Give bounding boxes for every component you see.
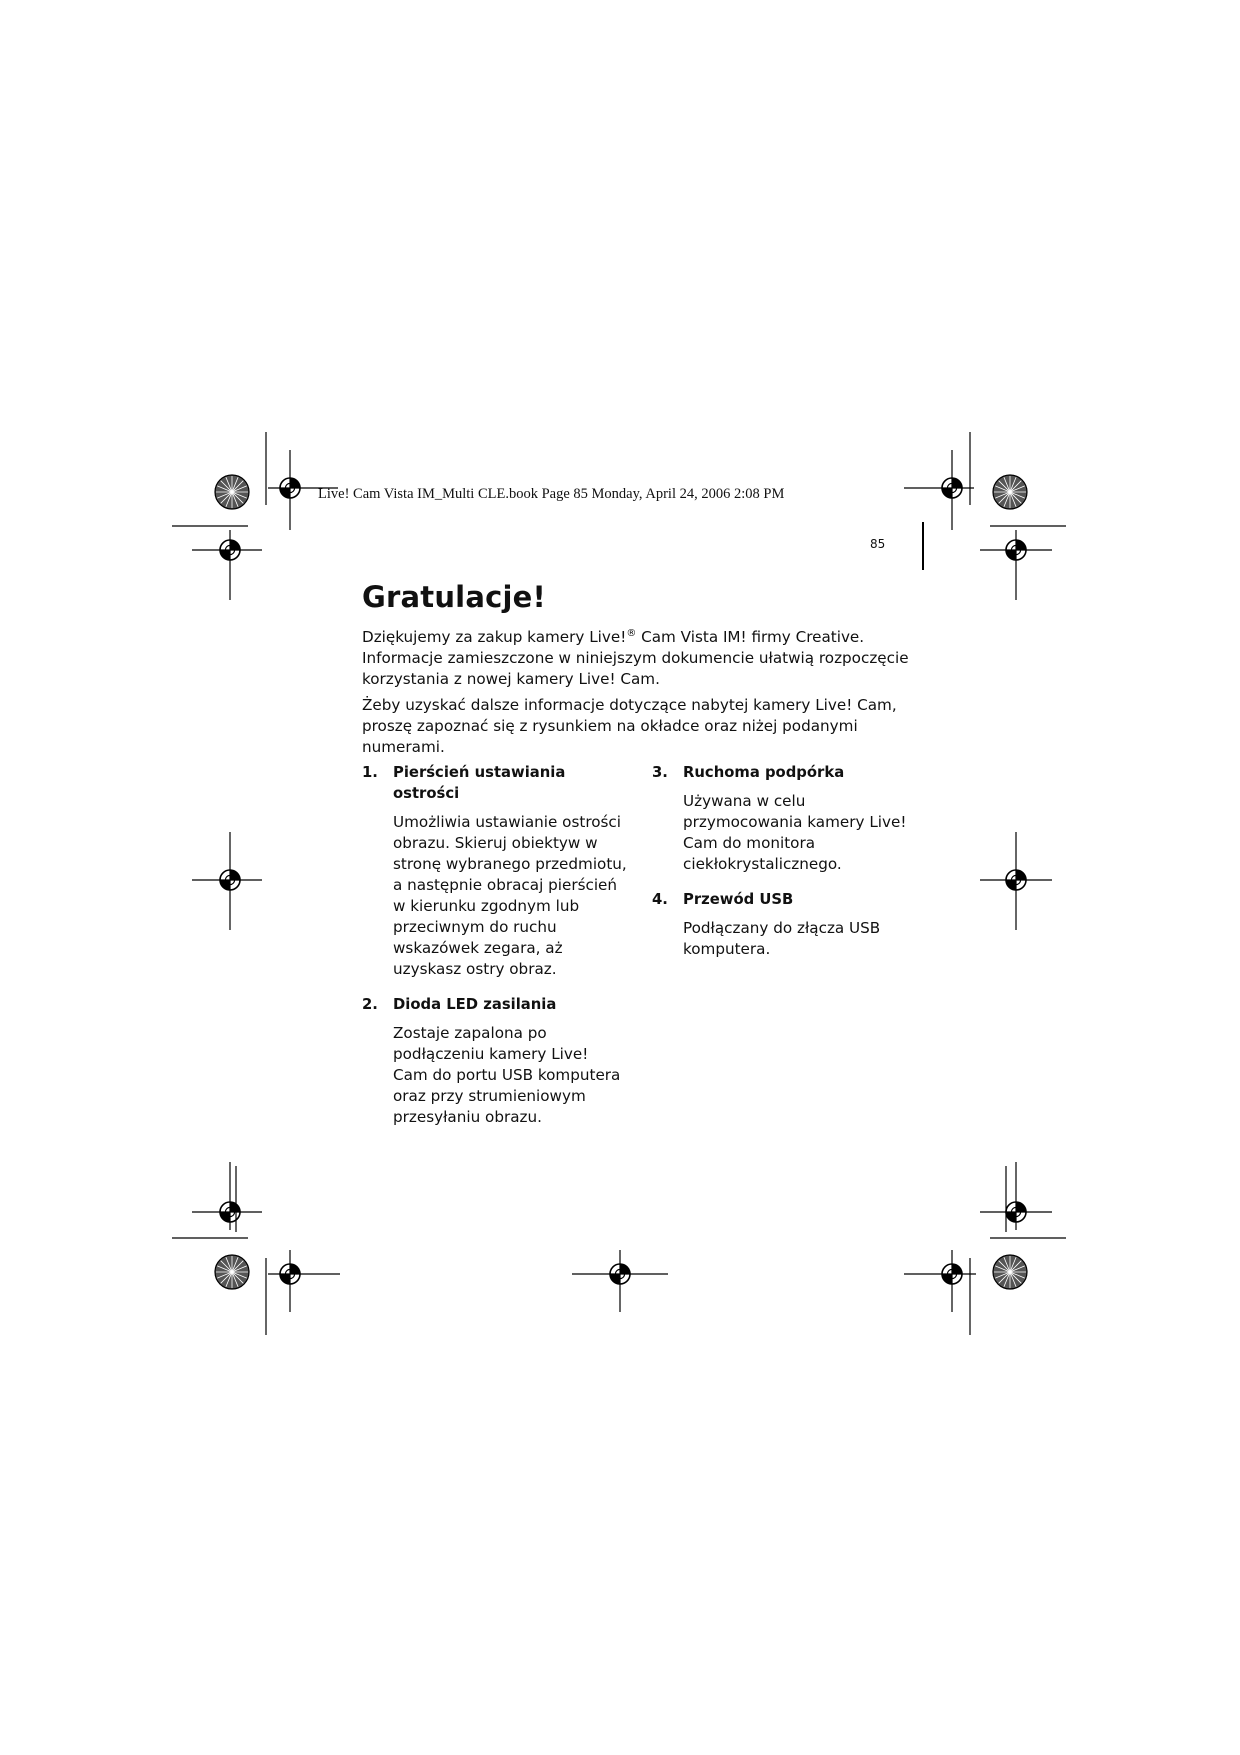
list-item-body: Umożliwia ustawianie ostrości obrazu. Skieruj obiektyw w stronę wybranego przedmiotu, a następnie obracaj pierścień w kierunku zgodnym lub przeciwnym do ruchu wskazówek zegara, aż uzyskasz ostry obraz. <box>393 813 627 978</box>
intro-p1-text: Dziękujemy za zakup kamery Live! <box>362 628 627 646</box>
list-item-number: 1. <box>362 764 378 781</box>
page-number-rule <box>922 522 924 570</box>
crosshair-right-upper-icon <box>980 530 1052 600</box>
list-item-heading <box>652 762 917 783</box>
list-item-number: 3. <box>652 764 668 781</box>
list-item-heading <box>652 889 917 910</box>
list-item <box>362 994 627 1128</box>
crosshair-bottom-center-icon <box>572 1250 668 1312</box>
star-target-top-left-icon <box>215 475 249 509</box>
print-slug: Live! Cam Vista IM_Multi CLE.book Page 85 Monday, April 24, 2006 2:08 PM <box>318 486 785 502</box>
intro-paragraph-2: Żeby uzyskać dalsze informacje dotyczące nabytej kamery Live! Cam, proszę zapoznać się z rysunkiem na okładce oraz niżej podanymi numerami. <box>362 696 897 756</box>
right-column <box>652 762 917 974</box>
registered-mark: ® <box>626 628 637 639</box>
list-item <box>362 762 627 980</box>
crosshair-left-middle-icon <box>192 832 262 930</box>
crosshair-left-lower-icon <box>192 1162 262 1230</box>
page-number: 85 <box>870 537 886 551</box>
list-item-title: Dioda LED zasilania <box>393 996 557 1013</box>
list-item-title: Pierścień ustawiania ostrości <box>393 764 566 802</box>
crosshair-left-upper-icon <box>192 530 262 600</box>
crosshair-right-middle-icon <box>980 832 1052 930</box>
list-item-title: Przewód USB <box>683 891 794 908</box>
list-item-body: Podłączany do złącza USB komputera. <box>683 919 881 958</box>
intro-p1-text-cont: Cam Vista IM! firmy Creative. Informacje zamieszczone w niniejszym dokumencie ułatwią rozpoczęcie korzystania z nowej kamery Live! Cam. <box>362 628 909 688</box>
list-item-title: Ruchoma podpórka <box>683 764 845 781</box>
crosshair-top-right-icon <box>904 450 974 530</box>
crosshair-right-lower-icon <box>980 1162 1052 1230</box>
list-item-body: Używana w celu przymocowania kamery Live! Cam do monitora ciekłokrystalicznego. <box>683 792 907 873</box>
star-target-bottom-left-icon <box>215 1255 249 1289</box>
list-item <box>652 889 917 960</box>
list-item-body: Zostaje zapalona po podłączeniu kamery Live! Cam do portu USB komputera oraz przy strumieniowym przesyłaniu obrazu. <box>393 1024 621 1126</box>
list-item-heading <box>362 994 627 1015</box>
star-target-top-right-icon <box>993 475 1027 509</box>
intro <box>362 627 932 763</box>
left-column <box>362 762 627 1142</box>
crosshair-bottom-left-icon <box>268 1250 340 1312</box>
page-title: Gratulacje! <box>362 580 546 614</box>
list-item-number: 4. <box>652 891 668 908</box>
list-item <box>652 762 917 875</box>
list-item-number: 2. <box>362 996 378 1013</box>
list-item-heading <box>362 762 627 804</box>
star-target-bottom-right-icon <box>993 1255 1027 1289</box>
intro-paragraph-1 <box>362 627 932 690</box>
crosshair-bottom-right-icon <box>904 1250 976 1312</box>
